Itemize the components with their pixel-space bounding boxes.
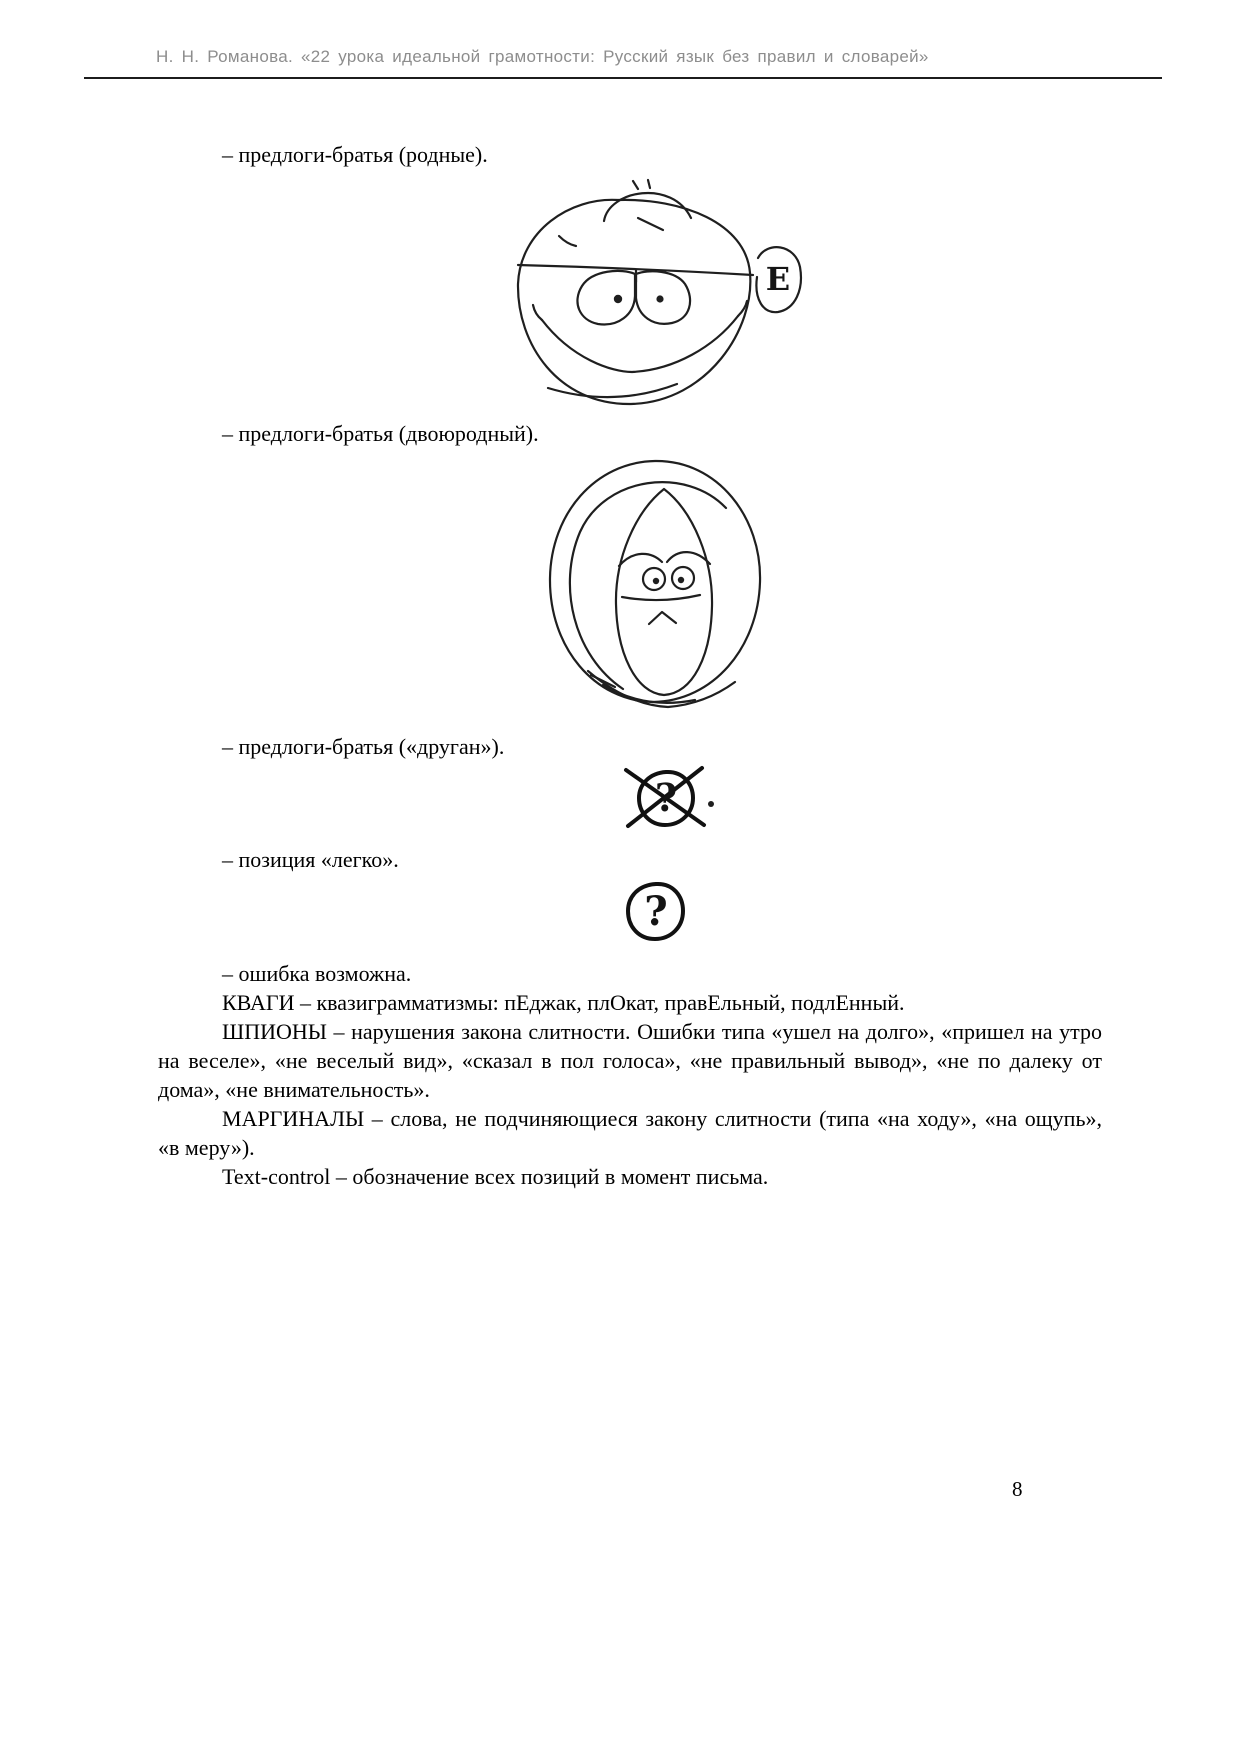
face-with-cap-sketch [512,178,812,410]
header-rule [84,77,1162,79]
line-prepositions-buddy: – предлоги-братья («друган»). [222,734,505,759]
hooded-face-sketch [543,456,775,718]
question-circle-icon [615,877,695,947]
line-position-easy: – позиция «легко». [222,847,399,872]
para-text-control: Text-control – обозначение всех позиций в момент письма. [222,1164,769,1189]
line-prepositions-native: – предлоги-братья (родные). [222,142,488,167]
running-header: Н. Н. Романова. «22 урока идеальной грамотности: Русский язык без правил и словарей» [156,47,929,66]
question-glyph: ? [644,888,668,935]
para-error-possible: – ошибка возможна. [222,961,412,986]
ear-letter: Е [765,260,791,298]
page-number: 8 [1012,1477,1023,1501]
para-marginals: МАРГИНАЛЫ – слова, не подчиняющиеся закону слитности (типа «на ходу», «на ощупь», «в меру»). [158,1106,1102,1160]
crossed-question-circle-icon [612,760,718,836]
para-kvagi: КВАГИ – квазиграмматизмы: пЕджак, плОкат, правЕльный, подлЕнный. [222,990,905,1015]
line-prepositions-cousin: – предлоги-братья (двоюродный). [222,421,539,446]
para-spies: ШПИОНЫ – нарушения закона слитности. Ошибки типа «ушел на долго», «пришел на утро на веселе», «не веселый вид», «сказал в пол голоса», «не правильный вывод», «не по далеку от дома», «не внимательность». [158,1019,1102,1102]
crossed-question-glyph: ? [654,775,678,820]
definitions-block [158,959,1102,1191]
